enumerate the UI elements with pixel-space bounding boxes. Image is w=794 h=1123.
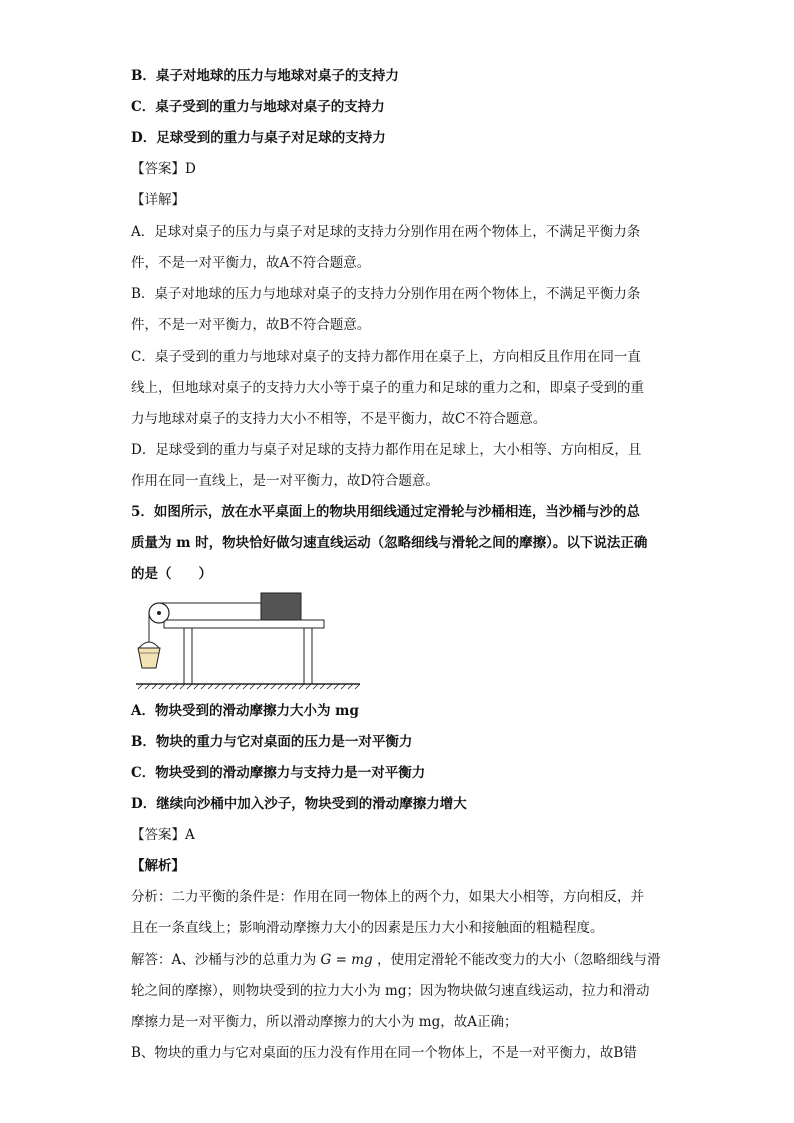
q4-option-c: C．桌子受到的重力与地球对桌子的支持力 xyxy=(131,99,385,115)
q4-detail-label: 【详解】 xyxy=(131,192,185,208)
q4-detail-line: 件，不是一对平衡力，故B不符合题意。 xyxy=(131,317,371,333)
q4-detail-line: 作用在同一直线上，是一对平衡力，故D符合题意。 xyxy=(131,473,439,489)
table-top xyxy=(164,620,324,628)
q4-detail-line: 力与地球对桌子的支持力大小不相等，不是平衡力，故C不符合题意。 xyxy=(131,411,547,427)
q4-detail-line: 件，不是一对平衡力，故A不符合题意。 xyxy=(131,255,371,271)
q5-option-d: D．继续向沙桶中加入沙子，物块受到的滑动摩擦力增大 xyxy=(131,796,467,812)
q5-stem-line: 质量为 m 时，物块恰好做匀速直线运动（忽略细线与滑轮之间的摩擦）。以下说法正确 xyxy=(131,535,648,551)
pulley-table-figure xyxy=(134,590,364,690)
q5-solution-suffix: ，使用定滑轮不能改变力的大小（忽略细线与滑 xyxy=(376,952,661,968)
q5-stem-line: 的是（ ） xyxy=(131,566,212,582)
q5-analysis-label: 【解析】 xyxy=(131,858,185,874)
q5-formula: G = mg xyxy=(320,952,373,968)
table-leg-left xyxy=(184,628,192,684)
q4-detail-line: A．足球对桌子的压力与桌子对足球的支持力分别作用在两个物体上，不满足平衡力条 xyxy=(131,224,641,240)
q4-option-d: D．足球受到的重力与桌子对足球的支持力 xyxy=(131,130,386,146)
q5-stem-line: 5．如图所示，放在水平桌面上的物块用细线通过定滑轮与沙桶相连，当沙桶与沙的总 xyxy=(131,504,640,520)
q5-analysis-line: 分析：二力平衡的条件是：作用在同一物体上的两个力，如果大小相等，方向相反，并 xyxy=(131,889,644,905)
q4-answer: 【答案】D xyxy=(131,161,196,177)
q4-detail-line: C．桌子受到的重力与地球对桌子的支持力都作用在桌子上，方向相反且作用在同一直 xyxy=(131,349,641,365)
block xyxy=(261,593,301,620)
q5-solution-line: B、物块的重力与它对桌面的压力没有作用在同一个物体上，不是一对平衡力，故B错 xyxy=(131,1045,637,1061)
q5-option-b: B．物块的重力与它对桌面的压力是一对平衡力 xyxy=(131,734,413,750)
sand-bucket xyxy=(138,648,160,668)
q5-answer: 【答案】A xyxy=(131,827,195,843)
q4-option-b: B．桌子对地球的压力与地球对桌子的支持力 xyxy=(131,68,399,84)
table-leg-right xyxy=(304,628,312,684)
q5-option-c: C．物块受到的滑动摩擦力与支持力是一对平衡力 xyxy=(131,765,426,781)
q4-detail-line: B．桌子对地球的压力与地球对桌子的支持力分别作用在两个物体上，不满足平衡力条 xyxy=(131,286,641,302)
q5-solution-line xyxy=(131,950,660,970)
q5-option-a: A．物块受到的滑动摩擦力大小为 mg xyxy=(131,703,359,719)
q5-solution-prefix: 解答：A、沙桶与沙的总重力为 xyxy=(131,952,317,968)
q5-solution-line: 摩擦力是一对平衡力，所以滑动摩擦力的大小为 mg，故A正确； xyxy=(131,1014,518,1030)
q4-detail-line: 线上，但地球对桌子的支持力大小等于桌子的重力和足球的重力之和，即桌子受到的重 xyxy=(131,380,644,396)
q5-analysis-line: 且在一条直线上；影响滑动摩擦力大小的因素是压力大小和接触面的粗糙程度。 xyxy=(131,920,604,936)
q4-detail-line: D．足球受到的重力与桌子对足球的支持力都作用在足球上，大小相等、方向相反，且 xyxy=(131,442,642,458)
q5-solution-line: 轮之间的摩擦），则物块受到的拉力大小为 mg；因为物块做匀速直线运动，拉力和滑动 xyxy=(131,983,650,999)
